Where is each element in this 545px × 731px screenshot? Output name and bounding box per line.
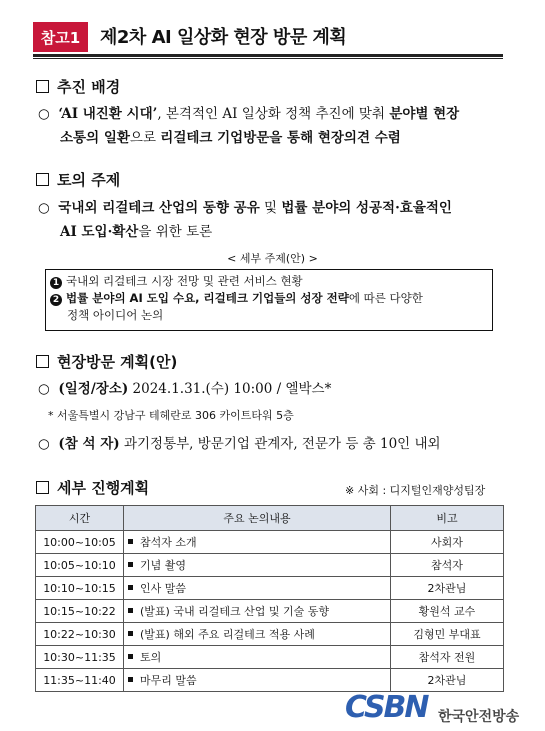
time-cell: 11:35~11:40 <box>36 669 124 692</box>
page-title: 제2차 AI 일상화 현장 방문 계획 <box>100 27 347 48</box>
reference-tag: 참고1 <box>33 22 88 52</box>
square-bullet-icon <box>128 654 133 659</box>
column-header: 주요 논의내용 <box>124 506 391 531</box>
table-row <box>36 623 504 646</box>
square-bullet-icon <box>128 585 133 590</box>
title-rule <box>33 54 503 57</box>
subtopic-item-2-cont: 정책 아이디어 논의 <box>67 308 164 322</box>
time-cell: 10:00~10:05 <box>36 531 124 554</box>
circle-bullet-icon: ○ <box>38 200 50 216</box>
attendees-bullet: ○ (참 석 자) 과기정통부, 방문기업 관계자, 전문가 등 총 10인 내외 <box>38 436 441 452</box>
host-note: ※ 사회 : 디지털인재양성팀장 <box>345 484 486 497</box>
table-header-row <box>36 506 504 531</box>
square-bullet-icon <box>128 631 133 636</box>
time-cell: 10:10~10:15 <box>36 577 124 600</box>
circle-bullet-icon: ○ <box>38 106 50 122</box>
section-heading-detailed-plan: 세부 진행계획 <box>36 477 149 498</box>
circle-bullet-icon: ○ <box>38 381 50 397</box>
subtopics-heading: < 세부 주제(안) > <box>227 252 318 265</box>
checkbox-square-icon <box>36 80 49 93</box>
section-heading-background: 추진 배경 <box>36 76 120 97</box>
content-cell: 인사 말씀 <box>124 577 391 600</box>
note-cell: 사회자 <box>391 531 504 554</box>
square-bullet-icon <box>128 677 133 682</box>
time-cell: 10:15~10:22 <box>36 600 124 623</box>
note-cell: 황원석 교수 <box>391 600 504 623</box>
content-cell: 기념 촬영 <box>124 554 391 577</box>
content-cell: 참석자 소개 <box>124 531 391 554</box>
square-bullet-icon <box>128 608 133 613</box>
time-cell: 10:22~10:30 <box>36 623 124 646</box>
subtopics-box <box>45 269 493 331</box>
content-cell: 마무리 말씀 <box>124 669 391 692</box>
number-1-icon: 1 <box>50 277 62 289</box>
broadcaster-name: 한국안전방송 <box>438 709 520 725</box>
content-cell: 토의 <box>124 646 391 669</box>
schedule-table <box>35 505 504 692</box>
background-bullet: ○ ‘AI 내진환 시대’, 본격적인 AI 일상화 정책 추진에 맞춰 분야별 현장 소통의 일환으로 리걸테크 기업방문을 통해 현장의견 수렴 <box>38 106 460 146</box>
topics-bullet: ○ 국내외 리걸테크 산업의 동향 공유 및 법률 분야의 성공적·효율적인 AI 도입·확산을 위한 토론 <box>38 200 452 240</box>
square-bullet-icon <box>128 562 133 567</box>
table-row <box>36 646 504 669</box>
number-2-icon: 2 <box>50 294 62 306</box>
checkbox-square-icon <box>36 481 49 494</box>
checkbox-square-icon <box>36 355 49 368</box>
subtopic-item-1: 1 국내외 리걸테크 시장 전망 및 관련 서비스 현황 <box>50 273 488 290</box>
subtopic-item-2: 2 법률 분야의 AI 도입 수요, 리걸테크 기업들의 성장 전략에 따른 다양한 <box>50 290 488 307</box>
time-cell: 10:30~11:35 <box>36 646 124 669</box>
table-row <box>36 531 504 554</box>
time-cell: 10:05~10:10 <box>36 554 124 577</box>
section-heading-topics: 토의 주제 <box>36 169 120 190</box>
content-cell: (발표) 국내 리걸테크 산업 및 기술 동향 <box>124 600 391 623</box>
column-header: 시간 <box>36 506 124 531</box>
address-note: * 서울특별시 강남구 테헤란로 306 카이트타워 5층 <box>48 409 294 422</box>
csbn-logo: CSBN <box>345 690 428 725</box>
checkbox-square-icon <box>36 173 49 186</box>
schedule-bullet: ○ (일정/장소) 2024.1.31.(수) 10:00 / 엘박스* <box>38 381 332 397</box>
note-cell: 2차관님 <box>391 577 504 600</box>
section-heading-visit-plan: 현장방문 계획(안) <box>36 351 177 372</box>
table-row <box>36 554 504 577</box>
table-row <box>36 669 504 692</box>
table-row <box>36 600 504 623</box>
note-cell: 김형민 부대표 <box>391 623 504 646</box>
note-cell: 참석자 <box>391 554 504 577</box>
square-bullet-icon <box>128 539 133 544</box>
note-cell: 참석자 전원 <box>391 646 504 669</box>
table-row <box>36 577 504 600</box>
title-rule-thin <box>33 58 503 59</box>
column-header: 비고 <box>391 506 504 531</box>
note-cell: 2차관님 <box>391 669 504 692</box>
content-cell: (발표) 해외 주요 리걸테크 적용 사례 <box>124 623 391 646</box>
circle-bullet-icon: ○ <box>38 436 50 452</box>
